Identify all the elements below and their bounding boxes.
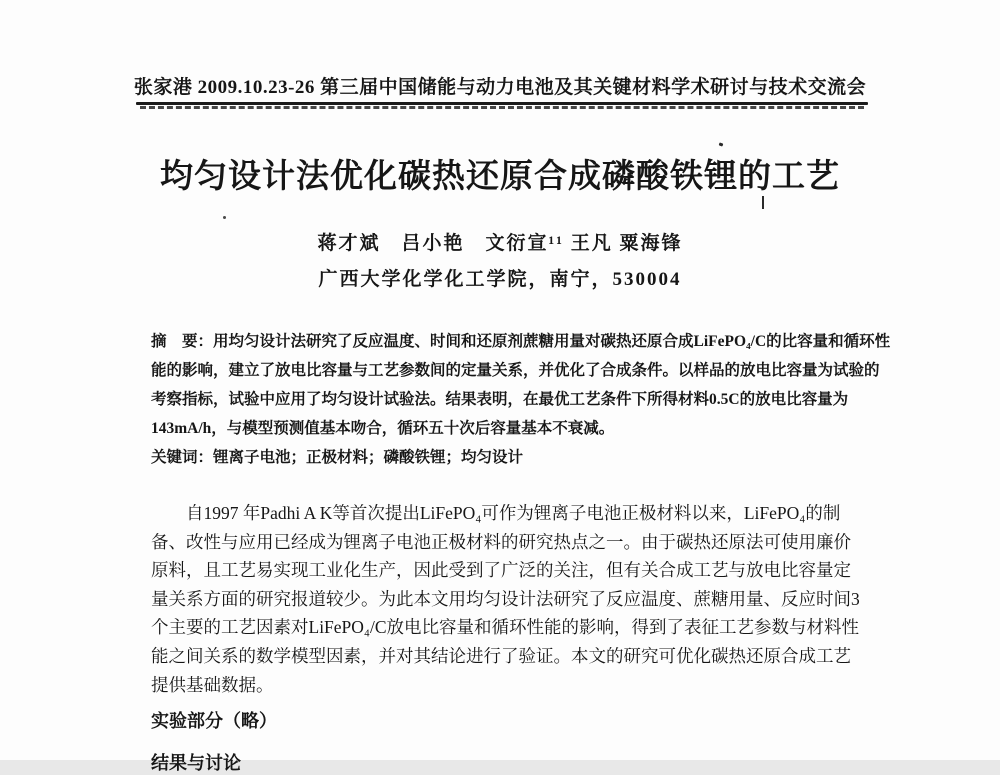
- scan-artifact-dot: [223, 216, 226, 219]
- abstract-line: 143mA/h，与模型预测值基本吻合，循环五十次后容量基本不衰减。: [151, 420, 615, 437]
- body-line: 个主要的工艺因素对LiFePO₄/C放电比容量和循环性能的影响，得到了表征工艺参数与材料性: [151, 617, 860, 638]
- abstract-block: [151, 327, 891, 472]
- header-rule-scan-dashes: [140, 106, 864, 109]
- section-heading-experimental: 实验部分（略）: [151, 711, 277, 731]
- header-rule: [136, 102, 868, 105]
- abstract-line: 考察指标，试验中应用了均匀设计试验法。结果表明，在最优工艺条件下所得材料0.5C的放电比容量为: [151, 391, 849, 408]
- author-list: 蒋才斌 吕小艳 文衍宣¹¹ 王凡 粟海锋: [317, 233, 683, 254]
- body-line: 备、改性与应用已经成为锂离子电池正极材料的研究热点之一。由于碳热还原法可使用廉价: [151, 531, 851, 552]
- introduction-paragraph: [151, 499, 866, 699]
- abstract-line: 摘 要：用均匀设计法研究了反应温度、时间和还原剂蔗糖用量对碳热还原合成LiFePO₄/C的比容量和循环性: [151, 333, 891, 350]
- scan-artifact-speck: [719, 142, 724, 146]
- scan-artifact-tick: [762, 196, 764, 209]
- paper-title: 均匀设计法优化碳热还原合成磷酸铁锂的工艺: [160, 157, 840, 194]
- body-line: 提供基础数据。: [151, 674, 274, 695]
- section-heading-results-clipped: 结果与讨论: [151, 753, 241, 773]
- body-line: 原料，且工艺易实现工业化生产，因此受到了广泛的关注，但有关合成工艺与放电比容量定: [151, 560, 851, 581]
- abstract-line: 能的影响，建立了放电比容量与工艺参数间的定量关系，并优化了合成条件。以样品的放电比容量为试验的: [151, 362, 880, 379]
- keywords-line: 关键词：锂离子电池；正极材料；磷酸铁锂；均匀设计: [151, 449, 524, 466]
- body-line: 能之间关系的数学模型因素，并对其结论进行了验证。本文的研究可优化碳热还原合成工艺: [151, 645, 851, 666]
- affiliation: 广西大学化学化工学院，南宁，530004: [318, 269, 682, 290]
- body-line: 自1997 年Padhi A K等首次提出LiFePO₄可作为锂离子电池正极材料以来，LiFePO₄的制: [186, 503, 841, 523]
- body-line: 量关系方面的研究报道较少。为此本文用均匀设计法研究了反应温度、蔗糖用量、反应时间3: [151, 588, 860, 609]
- conference-header: 张家港 2009.10.23-26 第三届中国储能与动力电池及其关键材料学术研讨与技术交流会: [133, 77, 867, 98]
